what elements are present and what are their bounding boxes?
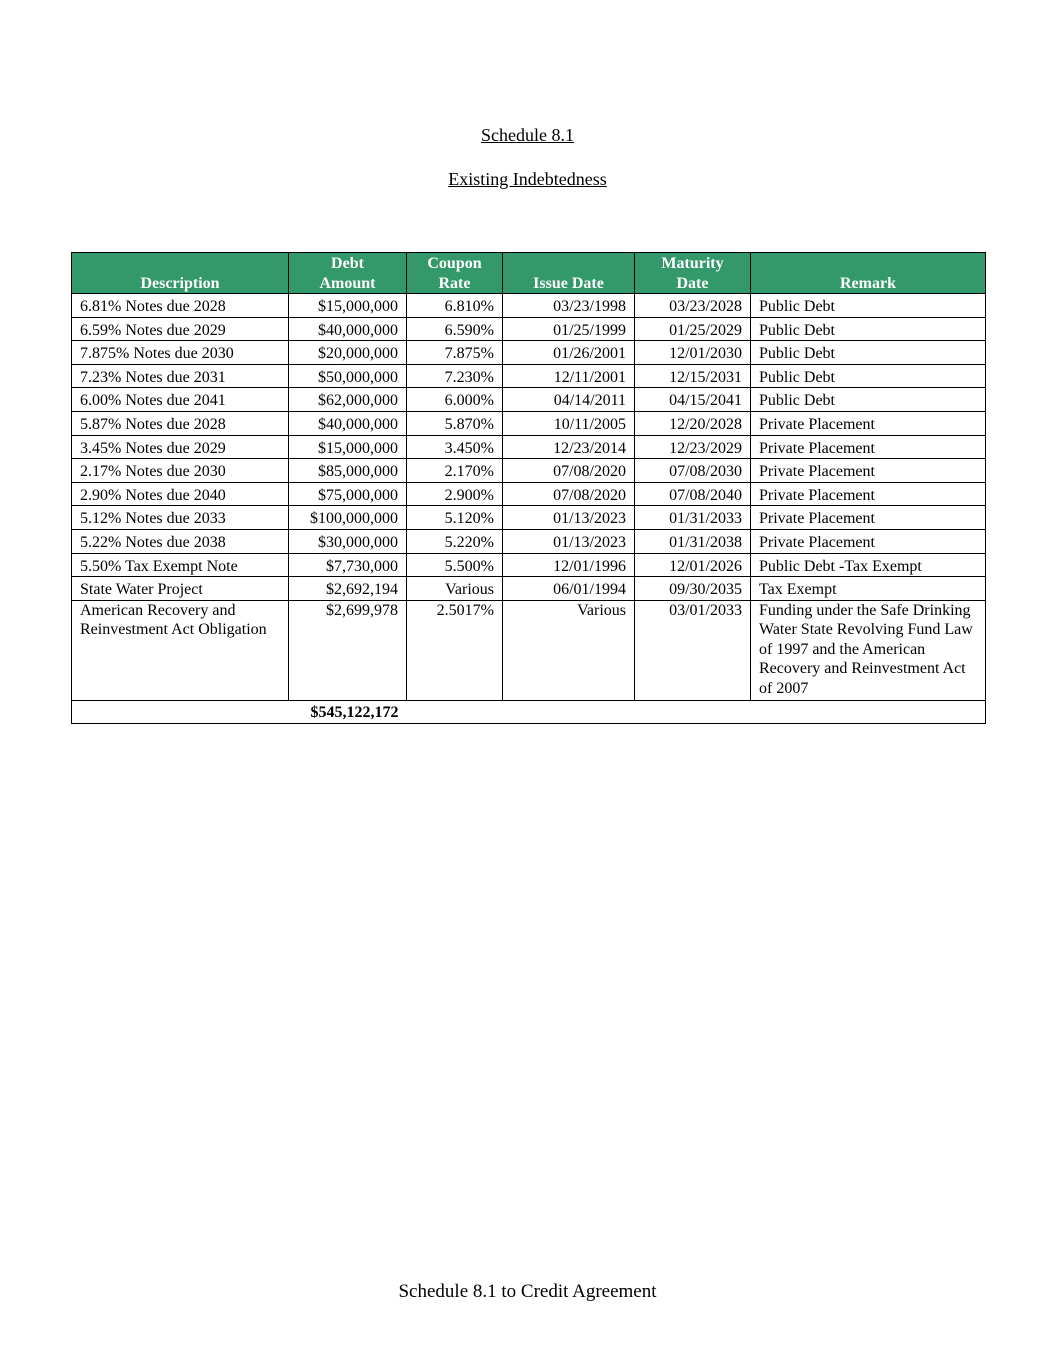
schedule-title: Schedule 8.1 bbox=[481, 125, 574, 145]
cell-issue-date: 04/14/2011 bbox=[503, 388, 635, 412]
cell-debt-amount: $100,000,000 bbox=[289, 506, 407, 530]
cell-debt-amount: $7,730,000 bbox=[289, 553, 407, 577]
table-row bbox=[72, 553, 986, 577]
cell-remark: Public Debt bbox=[751, 294, 986, 318]
cell-remark: Public Debt bbox=[751, 341, 986, 365]
cell-debt-amount: $62,000,000 bbox=[289, 388, 407, 412]
cell-coupon-rate: 5.870% bbox=[407, 411, 503, 435]
cell-maturity-date: 12/15/2031 bbox=[635, 364, 751, 388]
header-description: Description bbox=[72, 253, 289, 294]
total-amount: $545,122,172 bbox=[289, 700, 407, 723]
cell-description: 5.12% Notes due 2033 bbox=[72, 506, 289, 530]
cell-coupon-rate: 5.220% bbox=[407, 529, 503, 553]
cell-debt-amount: $30,000,000 bbox=[289, 529, 407, 553]
table-row bbox=[72, 388, 986, 412]
cell-maturity-date: 01/31/2033 bbox=[635, 506, 751, 530]
cell-description: 6.59% Notes due 2029 bbox=[72, 317, 289, 341]
table-row bbox=[72, 411, 986, 435]
cell-coupon-rate: 3.450% bbox=[407, 435, 503, 459]
cell-issue-date: Various bbox=[503, 600, 635, 700]
table-row bbox=[72, 364, 986, 388]
header-maturity-date: Maturity Date bbox=[635, 253, 751, 294]
cell-coupon-rate: 5.120% bbox=[407, 506, 503, 530]
table-row bbox=[72, 341, 986, 365]
table-row bbox=[72, 529, 986, 553]
cell-coupon-rate: 6.000% bbox=[407, 388, 503, 412]
cell-coupon-rate: 2.5017% bbox=[407, 600, 503, 700]
cell-issue-date: 01/26/2001 bbox=[503, 341, 635, 365]
cell-remark: Funding under the Safe Drinking Water State Revolving Fund Law of 1997 and the American Recovery and Reinvestment Act of 2007 bbox=[751, 600, 986, 700]
total-row bbox=[72, 700, 986, 723]
cell-coupon-rate: Various bbox=[407, 577, 503, 601]
cell-maturity-date: 01/31/2038 bbox=[635, 529, 751, 553]
cell-description: 5.22% Notes due 2038 bbox=[72, 529, 289, 553]
cell-maturity-date: 12/01/2030 bbox=[635, 341, 751, 365]
cell-debt-amount: $40,000,000 bbox=[289, 411, 407, 435]
cell-issue-date: 06/01/1994 bbox=[503, 577, 635, 601]
cell-remark: Private Placement bbox=[751, 529, 986, 553]
cell-remark: Private Placement bbox=[751, 411, 986, 435]
cell-debt-amount: $2,699,978 bbox=[289, 600, 407, 700]
cell-description: 5.50% Tax Exempt Note bbox=[72, 553, 289, 577]
cell-maturity-date: 09/30/2035 bbox=[635, 577, 751, 601]
cell-maturity-date: 12/20/2028 bbox=[635, 411, 751, 435]
cell-debt-amount: $85,000,000 bbox=[289, 459, 407, 483]
cell-description: American Recovery and Reinvestment Act Obligation bbox=[72, 600, 289, 700]
cell-debt-amount: $15,000,000 bbox=[289, 294, 407, 318]
cell-maturity-date: 04/15/2041 bbox=[635, 388, 751, 412]
cell-remark: Public Debt bbox=[751, 317, 986, 341]
cell-description: 2.90% Notes due 2040 bbox=[72, 482, 289, 506]
cell-coupon-rate: 2.170% bbox=[407, 459, 503, 483]
cell-coupon-rate: 5.500% bbox=[407, 553, 503, 577]
cell-coupon-rate: 2.900% bbox=[407, 482, 503, 506]
cell-issue-date: 01/13/2023 bbox=[503, 506, 635, 530]
cell-coupon-rate: 6.810% bbox=[407, 294, 503, 318]
cell-maturity-date: 03/01/2033 bbox=[635, 600, 751, 700]
cell-issue-date: 07/08/2020 bbox=[503, 482, 635, 506]
indebtedness-table bbox=[71, 252, 986, 724]
cell-issue-date: 01/13/2023 bbox=[503, 529, 635, 553]
table-row bbox=[72, 294, 986, 318]
cell-remark: Public Debt -Tax Exempt bbox=[751, 553, 986, 577]
cell-debt-amount: $20,000,000 bbox=[289, 341, 407, 365]
cell-remark: Private Placement bbox=[751, 482, 986, 506]
cell-description: 3.45% Notes due 2029 bbox=[72, 435, 289, 459]
cell-coupon-rate: 7.875% bbox=[407, 341, 503, 365]
cell-description: 6.81% Notes due 2028 bbox=[72, 294, 289, 318]
cell-coupon-rate: 6.590% bbox=[407, 317, 503, 341]
cell-debt-amount: $15,000,000 bbox=[289, 435, 407, 459]
schedule-subtitle: Existing Indebtedness bbox=[448, 169, 607, 189]
cell-maturity-date: 07/08/2030 bbox=[635, 459, 751, 483]
cell-debt-amount: $75,000,000 bbox=[289, 482, 407, 506]
cell-debt-amount: $40,000,000 bbox=[289, 317, 407, 341]
cell-issue-date: 01/25/1999 bbox=[503, 317, 635, 341]
cell-description: State Water Project bbox=[72, 577, 289, 601]
cell-remark: Private Placement bbox=[751, 506, 986, 530]
header-issue-date: Issue Date bbox=[503, 253, 635, 294]
table-row bbox=[72, 482, 986, 506]
table-row bbox=[72, 577, 986, 601]
cell-remark: Private Placement bbox=[751, 459, 986, 483]
header-coupon-rate: Coupon Rate bbox=[407, 253, 503, 294]
table-row bbox=[72, 600, 986, 700]
page-footer: Schedule 8.1 to Credit Agreement bbox=[398, 1281, 657, 1302]
cell-description: 2.17% Notes due 2030 bbox=[72, 459, 289, 483]
table-row bbox=[72, 506, 986, 530]
cell-debt-amount: $2,692,194 bbox=[289, 577, 407, 601]
cell-description: 6.00% Notes due 2041 bbox=[72, 388, 289, 412]
cell-issue-date: 12/01/1996 bbox=[503, 553, 635, 577]
table-row bbox=[72, 459, 986, 483]
header-debt-amount: Debt Amount bbox=[289, 253, 407, 294]
cell-issue-date: 12/11/2001 bbox=[503, 364, 635, 388]
cell-remark: Private Placement bbox=[751, 435, 986, 459]
cell-remark: Public Debt bbox=[751, 364, 986, 388]
cell-description: 7.23% Notes due 2031 bbox=[72, 364, 289, 388]
cell-description: 7.875% Notes due 2030 bbox=[72, 341, 289, 365]
cell-maturity-date: 01/25/2029 bbox=[635, 317, 751, 341]
cell-remark: Public Debt bbox=[751, 388, 986, 412]
cell-issue-date: 10/11/2005 bbox=[503, 411, 635, 435]
cell-debt-amount: $50,000,000 bbox=[289, 364, 407, 388]
cell-description: 5.87% Notes due 2028 bbox=[72, 411, 289, 435]
cell-maturity-date: 12/23/2029 bbox=[635, 435, 751, 459]
cell-issue-date: 07/08/2020 bbox=[503, 459, 635, 483]
header-remark: Remark bbox=[751, 253, 986, 294]
table-header-row bbox=[72, 253, 986, 294]
table-row bbox=[72, 317, 986, 341]
cell-maturity-date: 07/08/2040 bbox=[635, 482, 751, 506]
cell-coupon-rate: 7.230% bbox=[407, 364, 503, 388]
cell-issue-date: 12/23/2014 bbox=[503, 435, 635, 459]
cell-maturity-date: 12/01/2026 bbox=[635, 553, 751, 577]
cell-issue-date: 03/23/1998 bbox=[503, 294, 635, 318]
cell-remark: Tax Exempt bbox=[751, 577, 986, 601]
table-row bbox=[72, 435, 986, 459]
cell-maturity-date: 03/23/2028 bbox=[635, 294, 751, 318]
